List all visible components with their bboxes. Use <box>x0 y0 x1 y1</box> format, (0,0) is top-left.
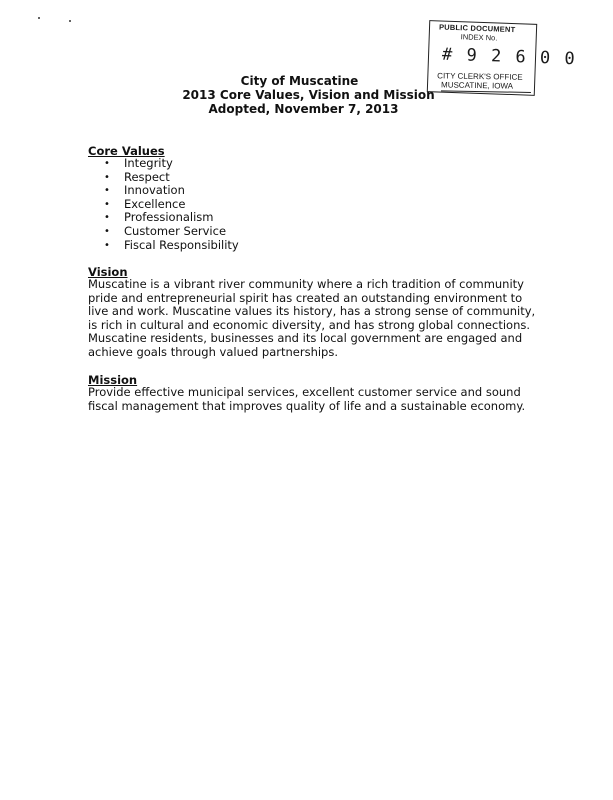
vision-title: Vision <box>88 265 128 279</box>
core-value-label: Customer Service <box>124 223 227 238</box>
heading-adopted-date: Adopted, November 7, 2013 <box>208 102 399 116</box>
stamp-document-number: # 9 2 6 0 0 <box>441 44 577 70</box>
core-value-label: Integrity <box>124 156 173 170</box>
stamp-title: PUBLIC DOCUMENT <box>438 22 516 35</box>
core-value-label: Respect <box>124 169 170 184</box>
core-values-list <box>104 157 239 252</box>
core-value-item <box>104 225 239 239</box>
mission-title: Mission <box>88 373 138 387</box>
bullet-icon: • <box>104 171 110 183</box>
vision-line: live and work. Muscatine values its history, has a strong sense of community, <box>88 304 536 319</box>
mission-paragraph <box>88 386 538 413</box>
vision-line: pride and entrepreneurial spirit has created an outstanding environment to <box>88 290 523 305</box>
bullet-icon: • <box>104 185 110 197</box>
core-values-title: Core Values <box>88 144 165 158</box>
mission-line: fiscal management that improves quality of life and a sustainable economy. <box>88 398 526 413</box>
vision-line: Muscatine residents, businesses and its local government are engaged and <box>88 331 523 346</box>
core-value-item <box>104 211 239 225</box>
core-value-label: Innovation <box>124 183 185 198</box>
scan-speck <box>38 17 40 19</box>
bullet-icon: • <box>104 198 110 210</box>
vision-line: Muscatine is a vibrant river community where a rich tradition of community <box>88 277 524 291</box>
scan-speck <box>69 20 71 22</box>
core-value-label: Professionalism <box>124 210 214 225</box>
bullet-icon: • <box>104 239 110 251</box>
vision-line: achieve goals through valued partnerships. <box>88 344 338 359</box>
document-heading <box>0 74 613 116</box>
bullet-icon: • <box>104 158 110 169</box>
core-value-item <box>104 157 239 171</box>
heading-organization: City of Muscatine <box>240 74 359 88</box>
bullet-icon: • <box>104 225 110 237</box>
stamp-index-label: INDEX No. <box>460 32 498 43</box>
core-value-item <box>104 184 239 198</box>
core-value-label: Fiscal Responsibility <box>124 237 239 252</box>
vision-line: is rich in cultural and economic diversity, and has strong global connections. <box>88 317 531 332</box>
core-value-item <box>104 239 239 253</box>
mission-line: Provide effective municipal services, excellent customer service and sound <box>88 385 521 399</box>
vision-paragraph <box>88 278 538 360</box>
stamp-city: MUSCATINE, IOWA <box>440 80 514 91</box>
core-value-label: Excellence <box>124 196 186 211</box>
core-value-item <box>104 198 239 212</box>
stamp-office: CITY CLERK'S OFFICE <box>437 71 523 82</box>
bullet-icon: • <box>104 212 110 224</box>
core-value-item <box>104 171 239 185</box>
heading-title: 2013 Core Values, Vision and Mission <box>182 88 435 102</box>
